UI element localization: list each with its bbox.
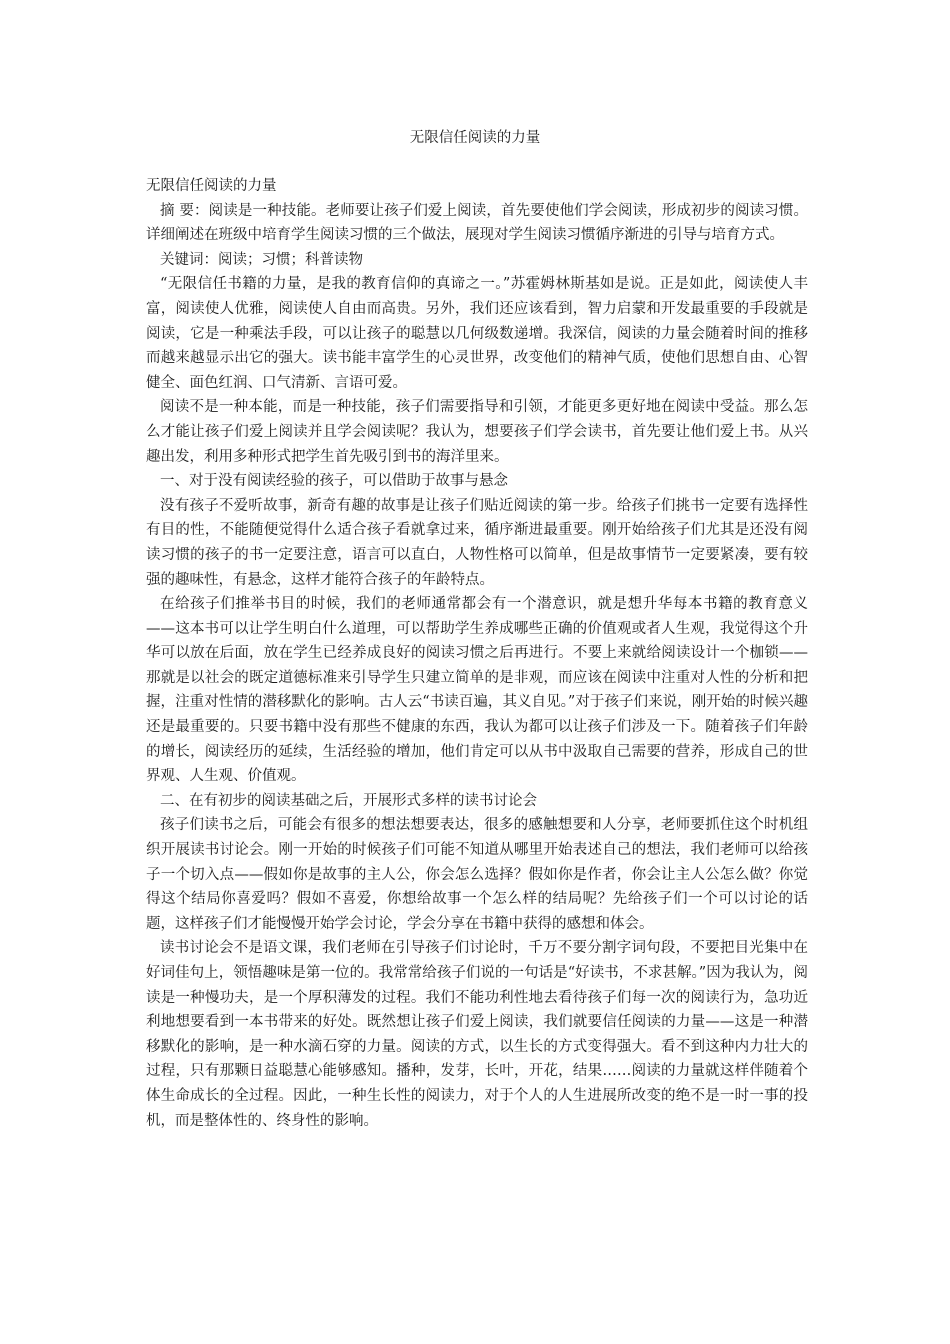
section-2-paragraph-2: 读书讨论会不是语文课，我们老师在引导孩子们讨论时，千万不要分割字词句段，不要把目光集中在好词佳句上，领悟趣味是第一位的。我常常给孩子们说的一句话是“好读书，不求甚解。”因为我认为，阅读是一种慢功夫，是一个厚积薄发的过程。我们不能功利性地去看待孩子们每一次的阅读行为，急功近利地想要看到一本书带来的好处。既然想让孩子们爱上阅读，我们就要信任阅读的力量——这是一种潜移默化的影响，是一种水滴石穿的力量。阅读的方式，以生长的方式变得强大。看不到这种内力壮大的过程，只有那颗日益聪慧心能够感知。播种，发芽，长叶，开花，结果……阅读的力量就这样伴随着个体生命成长的全过程。因此，一种生长性的阅读力，对于个人的人生进展所改变的绝不是一时一事的投机，而是整体性的、终身性的影响。 (146, 940, 808, 1129)
section-2-paragraph-1: 孩子们读书之后，可能会有很多的想法想要表达，很多的感触想要和人分享，老师要抓住这个时机组织开展读书讨论会。刚一开始的时候孩子们可能不知道从哪里开始表述自己的想法，我们老师可以给孩子一个切入点——假如你是故事的主人公，你会怎么选择？假如你是作者，你会让主人公怎么做？你觉得这个结局你喜爱吗？假如不喜爱，你想给故事一个怎么样的结局呢？先给孩子们一个可以讨论的话题，这样孩子们才能慢慢开始学会讨论，学会分享在书籍中获得的感想和体会。 (146, 817, 808, 932)
section-1-paragraph-1: 没有孩子不爱听故事，新奇有趣的故事是让孩子们贴近阅读的第一步。给孩子们挑书一定要有选择性有目的性，不能随便觉得什么适合孩子看就拿过来，循序渐进最重要。刚开始给孩子们尤其是还没有阅读习惯的孩子的书一定要注意，语言可以直白，人物性格可以简单，但是故事情节一定要紧凑，要有较强的趣味性，有悬念，这样才能符合孩子的年龄特点。 (146, 497, 808, 588)
intro-paragraph-1: “无限信任书籍的力量，是我的教育信仰的真谛之一。”苏霍姆林斯基如是说。正是如此，阅读使人丰富，阅读使人优雅，阅读使人自由而高贵。另外，我们还应该看到，智力启蒙和开发最重要的手段就是阅读，它是一种乘法手段，可以让孩子的聪慧以几何级数递增。我深信，阅读的力量会随着时间的推移而越来越显示出它的强大。读书能丰富学生的心灵世界，改变他们的精神气质，使他们思想自由、心智健全、面色红润、口气清新、言语可爱。 (146, 276, 808, 391)
intro-paragraph-2: 阅读不是一种本能，而是一种技能，孩子们需要指导和引领，才能更多更好地在阅读中受益。那么怎么才能让孩子们爱上阅读并且学会阅读呢？我认为，想要孩子们学会读书，首先要让他们爱上书。从兴趣出发，利用多种形式把学生首先吸引到书的海洋里来。 (146, 399, 808, 465)
abstract-paragraph: 摘 要：阅读是一种技能。老师要让孩子们爱上阅读，首先要使他们学会阅读，形成初步的阅读习惯。详细阐述在班级中培育学生阅读习惯的三个做法，展现对学生阅读习惯循序渐进的引导与培育方式。 (146, 202, 808, 244)
document-subtitle: 无限信任阅读的力量 (146, 178, 277, 194)
section-1-paragraph-2: 在给孩子们推举书目的时候，我们的老师通常都会有一个潜意识，就是想升华每本书籍的教育意义——这本书可以让学生明白什么道理，可以帮助学生养成哪些正确的价值观或者人生观，我觉得这个升华可以放在后面，放在学生已经养成良好的阅读习惯之后再进行。不要上来就给阅读设计一个枷锁——那就是以社会的既定道德标准来引导学生只建立简单的是非观，而应该在阅读中注重对人性的分析和把握，注重对性情的潜移默化的影响。古人云“书读百遍，其义自见。”对于孩子们来说，刚开始的时候兴趣还是最重要的。只要书籍中没有那些不健康的东西，我认为都可以让孩子们涉及一下。随着孩子们年龄的增长，阅读经历的延续，生活经验的增加，他们肯定可以从书中汲取自己需要的营养，形成自己的世界观、人生观、价值观。 (146, 596, 808, 785)
document-title: 无限信任阅读的力量 (409, 130, 541, 146)
section-2-heading: 二、在有初步的阅读基础之后，开展形式多样的读书讨论会 (160, 792, 537, 809)
keywords-line: 关键词：阅读；习惯；科普读物 (160, 251, 363, 268)
section-1-heading: 一、对于没有阅读经验的孩子，可以借助于故事与悬念 (160, 473, 508, 490)
document-body (146, 174, 808, 1133)
